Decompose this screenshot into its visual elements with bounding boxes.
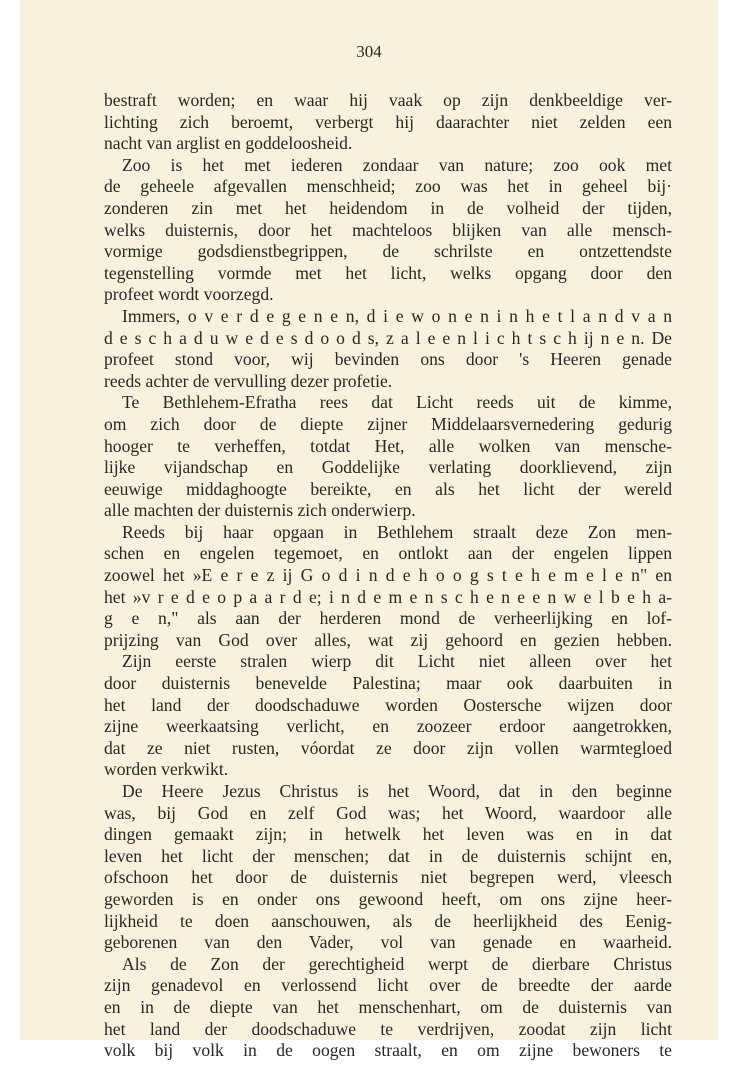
text-line: zijn genadevol en verlossend licht over de breedte der aarde: [104, 975, 672, 996]
text-line: het land der doodschaduwe worden Oostersche wijzen door: [104, 694, 672, 715]
text-line: d e s c h a d u w e d e s d o o d s, z a l e e n l i c h t s c h ij n e n. De: [104, 327, 672, 348]
text-line: het »v r e d e o p a a r d e; i n d e m e n s c h e n e e n w e l b e h a-: [104, 586, 672, 607]
text-line: geborenen van den Vader, vol van genade en waarheid.: [104, 932, 672, 953]
text-line: ofschoon het door de duisternis niet begrepen werd, vleesch: [104, 867, 672, 888]
text-line: tegenstelling vormde met het licht, welks opgang door den: [104, 262, 672, 283]
text-line: vormige godsdienstbegrippen, de schrilste en ontzettendste: [104, 241, 672, 262]
text-line: volk bij volk in de oogen straalt, en om zijne bewoners te: [104, 1040, 672, 1061]
text-line: Reeds bij haar opgaan in Bethlehem straalt deze Zon men-: [122, 521, 672, 542]
text-line: het land der doodschaduwe te verdrijven, zoodat zijn licht: [104, 1018, 672, 1039]
text-line: profeet wordt voorzegd.: [104, 284, 274, 305]
text-line: was, bij God en zelf God was; het Woord, waardoor alle: [104, 802, 672, 823]
text-line: lijkheid te doen aanschouwen, als de heerlijkheid des Eenig-: [104, 910, 672, 931]
book-page: [20, 0, 718, 1061]
text-line: dat ze niet rusten, vóordat ze door zijn vollen warmtegloed: [104, 737, 672, 758]
text-line: eeuwige middaghoogte bereikte, en als het licht der wereld: [104, 478, 672, 499]
page-number: 304: [356, 42, 382, 61]
text-line: bestraft worden; en waar hij vaak op zijn denkbeeldige ver-: [104, 90, 672, 110]
text-line: de geheele afgevallen menschheid; zoo was het in geheel bij·: [104, 176, 672, 197]
text-line: De Heere Jezus Christus is het Woord, dat in den beginne: [122, 781, 672, 801]
text-line: schen en engelen tegemoet, en ontlokt aan der engelen lippen: [104, 543, 672, 564]
text-line: zonderen zin met het heidendom in de volheid der tijden,: [104, 197, 672, 218]
text-line: Te Bethlehem-Efratha rees dat Licht reeds uit de kimme,: [122, 392, 672, 413]
text-line: dingen gemaakt zijn; in hetwelk het leven was en in dat: [104, 824, 672, 845]
text-line: alle machten der duisternis zich onderwierp.: [104, 500, 416, 521]
text-line: worden verkwikt.: [104, 759, 229, 780]
text-line: zijne weerkaatsing verlicht, en zoozeer erdoor aangetrokken,: [104, 716, 672, 737]
text-line: Zijn eerste stralen wierp dit Licht niet alleen over het: [122, 651, 672, 672]
text-line: om zich door de diepte zijner Middelaarsvernedering gedurig: [104, 413, 672, 434]
text-line: profeet stond voor, wij bevinden ons door 's Heeren genade: [104, 349, 672, 370]
text-line: prijzing van God over alles, wat zij gehoord en gezien hebben.: [104, 629, 672, 650]
text-line: nacht van arglist en goddeloosheid.: [104, 133, 353, 154]
text-line: en in de diepte van het menschenhart, om de duisternis van: [104, 996, 672, 1017]
text-line: hooger te verheffen, totdat Het, alle wolken van mensche-: [104, 435, 672, 456]
text-line: Immers, o v e r d e g e n e n, d i e w o n e n i n h e t l a n d v a n: [122, 305, 672, 326]
text-line: leven het licht der menschen; dat in de duisternis schijnt en,: [104, 845, 672, 866]
text-line: reeds achter de vervulling dezer profetie.: [104, 370, 393, 391]
text-line: Zoo is het met iederen zondaar van nature; zoo ook met: [122, 154, 672, 175]
body-text: [104, 90, 672, 1062]
text-line: Als de Zon der gerechtigheid werpt de dierbare Christus: [122, 953, 672, 974]
text-line: lijke vijandschap en Goddelijke verlating doorklievend, zijn: [104, 457, 672, 478]
text-line: g e n," als aan der herderen mond de verheerlijking en lof-: [104, 608, 672, 629]
text-line: welks duisternis, door het machteloos blijken van alle mensch-: [104, 219, 672, 240]
text-line: door duisternis benevelde Palestina; maar ook daarbuiten in: [104, 673, 672, 694]
text-line: zoowel het »E e r e z ij G o d i n d e h o o g s t e h e m e l e n" en: [104, 565, 672, 586]
text-line: geworden is en onder ons gewoond heeft, om ons zijne heer-: [104, 888, 672, 909]
text-line: lichting zich beroemt, verbergt hij daarachter niet zelden een: [104, 111, 672, 132]
